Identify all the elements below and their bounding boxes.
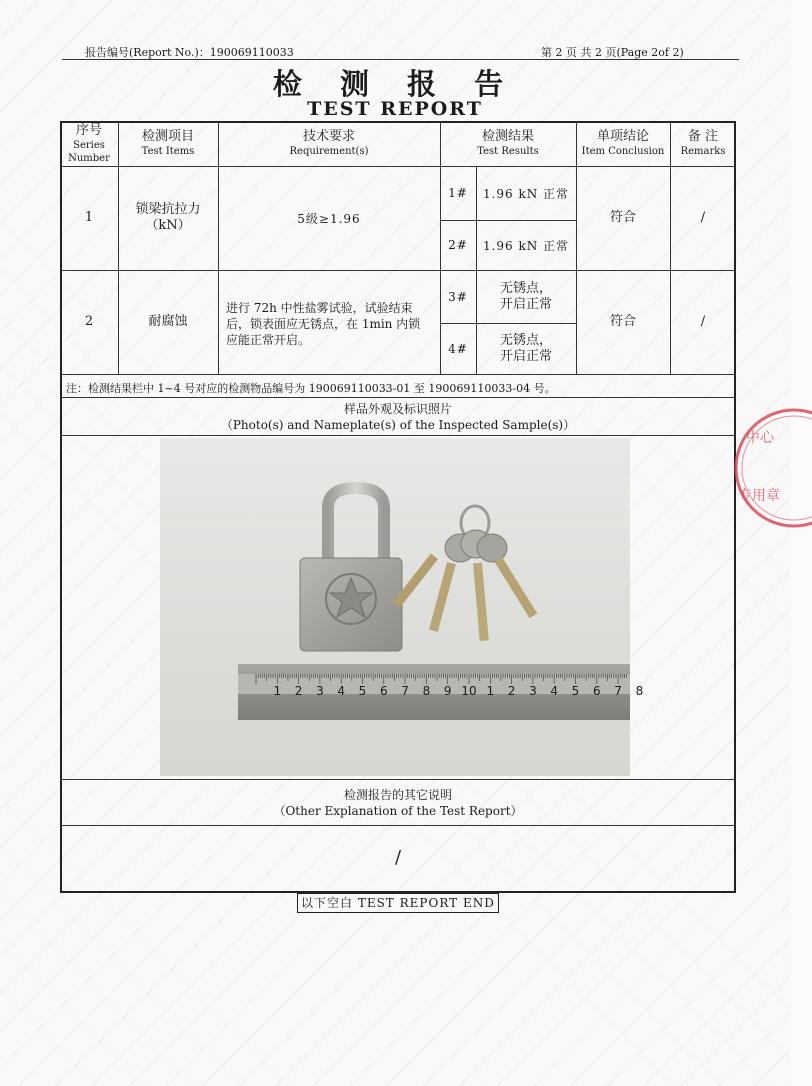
ruler-label: 4 [550,684,559,698]
results-note: 注：检测结果栏中 1~4 号对应的检测物品编号为 190069110033-01 至 190069110033-04 号。 [66,382,556,395]
report-number: 报告编号(Report No.)：190069110033 [85,46,294,59]
title-chinese: 检 测 报 告 [272,67,518,101]
sample-label: 1# [448,186,468,200]
ruler-label: 7 [401,684,409,698]
padlock-image [300,488,402,651]
ruler-label: 8 [422,684,431,698]
header-conclusion [576,121,670,166]
ruler-label: 3 [529,684,537,698]
ruler-label: 10 [461,684,477,698]
row-divider [60,374,736,375]
requirement-line: 应能正常开启。 [226,333,311,347]
result-value [476,270,576,323]
result-line: 无锈点， [499,280,552,296]
ruler-label: 1 [273,684,282,698]
row2-item: 耐腐蚀 [148,314,188,329]
sample-label: 2# [448,238,468,252]
other-title-en: （Other Explanation of the Test Report） [273,803,523,818]
ruler-label: 1 [486,684,495,698]
test-report-end: 以下空白 TEST REPORT END [297,893,499,913]
other-content: / [394,846,402,868]
row2-conclusion: 符合 [609,314,636,329]
row1-requirement: 5级≥1.96 [297,211,361,226]
sample-label: 4# [448,341,468,356]
ruler-label: 7 [614,684,622,698]
header-series-en: Series [73,139,105,151]
header-results-cn: 检测结果 [481,129,534,144]
ruler-image [238,664,643,720]
header-divider [62,59,739,60]
header-series-en: Number [68,152,110,164]
header-remarks-cn: 备 注 [687,129,719,144]
ruler-label: 9 [443,684,452,698]
ruler-label: 2 [507,684,516,698]
ruler-label: 2 [294,684,303,698]
requirement-line: 进行 72h 中性盐雾试验，试验结束 [226,301,413,315]
header-requirement [218,121,440,166]
header-test-items-en: Test Items [141,146,195,157]
ruler-label: 5 [571,684,580,698]
row1-conclusion: 符合 [609,210,636,225]
row1-number: 1 [84,210,94,225]
header-remarks [670,121,736,166]
row1-item-unit: （kN） [145,218,191,233]
row-divider [60,435,736,436]
header-results [440,121,576,166]
ruler-label: 6 [379,684,388,698]
svg-text:中心: 中心 [746,430,774,446]
photo-title-cn: 样品外观及标识照片 [343,401,452,416]
svg-text:专用章: 专用章 [738,488,780,504]
requirement-line: 后，锁表面应无锈点，在 1min 内锁 [226,317,421,331]
title-english: TEST REPORT [307,98,483,120]
row1-item [118,166,218,270]
header-requirement-cn: 技术要求 [302,129,355,144]
row1-remark: / [700,210,706,225]
row1-item-name: 锁梁抗拉力 [135,202,201,217]
header-remarks-en: Remarks [680,146,726,157]
header-series-cn: 序号 [75,122,102,138]
photo-section-title [60,398,736,435]
result-line: 无锈点， [499,332,552,348]
sample-label: 3# [448,289,468,304]
photo-title-en: （Photo(s) and Nameplate(s) of the Inspected Sample(s)） [220,417,576,432]
result-line: 开启正常 [499,296,552,312]
result-value [476,323,576,374]
header-conclusion-en: Item Conclusion [581,146,665,157]
row2-remark: / [700,314,706,329]
header-conclusion-cn: 单项结论 [596,129,649,144]
ruler-label: 8 [635,684,644,698]
ruler-label: 6 [592,684,601,698]
header-series [60,121,118,166]
header-results-en: Test Results [477,146,539,157]
official-stamp [732,400,812,536]
sample-photo [160,438,644,776]
page-info: 第 2 页 共 2 页(Page 2of 2) [541,46,684,59]
row2-number: 2 [84,314,94,329]
ruler-label: 4 [337,684,346,698]
ruler-label: 3 [316,684,324,698]
header-test-items [118,121,218,166]
other-title-cn: 检测报告的其它说明 [343,787,452,802]
result-line: 开启正常 [499,348,552,364]
row2-requirement [226,300,438,348]
header-test-items-cn: 检测项目 [141,129,194,144]
ruler-label: 5 [358,684,367,698]
sample-photo-image [160,438,644,776]
header-requirement-en: Requirement(s) [289,146,369,157]
result-value: 1.96 kN 正常 [482,186,570,201]
other-section-title [60,780,736,825]
result-value: 1.96 kN 正常 [482,238,570,253]
keys-image [393,506,538,641]
